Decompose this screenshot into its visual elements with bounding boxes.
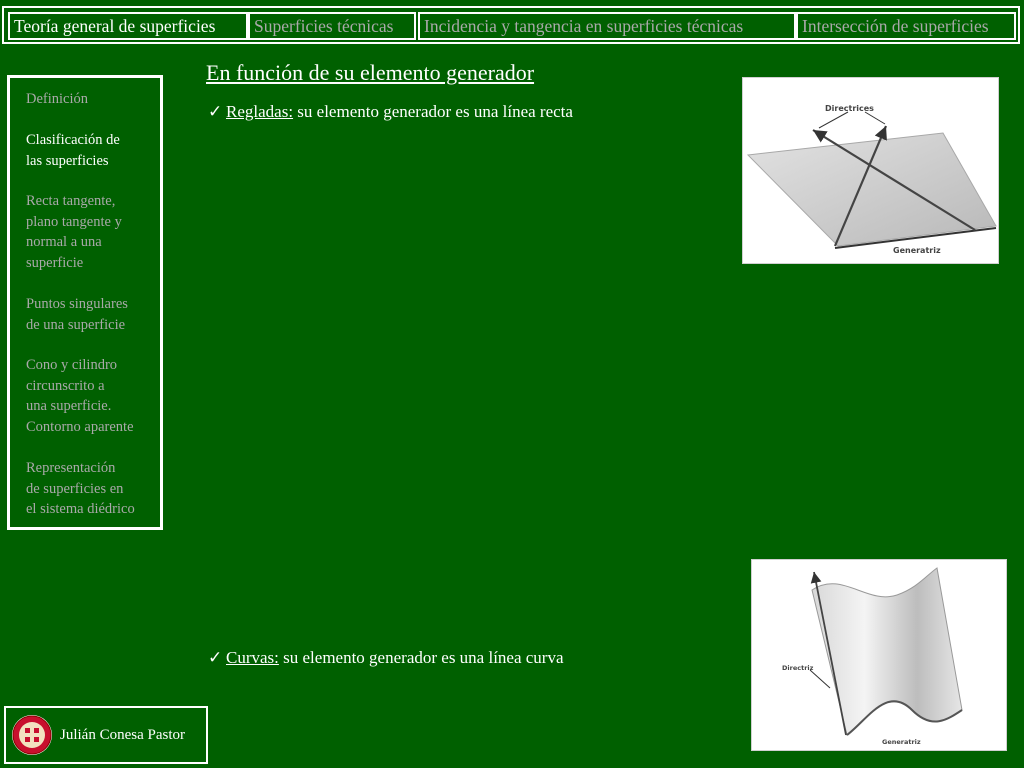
label-generatriz: Generatriz <box>893 246 941 255</box>
curved-surface-figure <box>751 559 1007 751</box>
tab-incidencia-tangencia[interactable]: Incidencia y tangencia en superficies técnicas <box>418 12 796 40</box>
bullet-text: su elemento generador es una línea curva <box>278 648 564 667</box>
university-seal-icon <box>12 715 52 755</box>
sidebar-item-recta-tangente[interactable]: Recta tangente, plano tangente y normal a una superficie <box>26 193 122 271</box>
tab-interseccion[interactable]: Intersección de superficies <box>796 12 1016 40</box>
sidebar-item-representacion[interactable]: Representación de superficies en el sistema diédrico <box>26 460 135 517</box>
label-directriz: Directriz <box>782 664 814 672</box>
sidebar-item-puntos-singulares[interactable]: Puntos singulares de una superficie <box>26 296 128 333</box>
tab-superficies-tecnicas[interactable]: Superficies técnicas <box>248 12 416 40</box>
author-name: Julián Conesa Pastor <box>60 727 185 743</box>
page-title: En función de su elemento generador <box>206 60 535 85</box>
check-icon: ✓ <box>208 648 223 667</box>
label-directrices: Directrices <box>825 104 874 113</box>
ruled-surface-figure <box>742 77 999 264</box>
bullet-regladas <box>208 100 573 124</box>
bullet-text: su elemento generador es una línea recta <box>293 102 573 121</box>
check-icon: ✓ <box>208 102 223 121</box>
sidebar-item-cono-cilindro[interactable]: Cono y cilindro circunscrito a una superficie. Contorno aparente <box>26 357 134 435</box>
bullet-term: Curvas: <box>226 648 279 667</box>
bullet-curvas <box>208 646 564 670</box>
sidebar-item-definicion[interactable]: Definición <box>26 91 89 107</box>
label-generatriz-curva: Generatriz <box>882 738 921 746</box>
tab-bar <box>2 6 1020 44</box>
sidebar-item-clasificacion[interactable]: Clasificación de las superficies <box>26 132 120 169</box>
sidebar-nav <box>7 75 163 530</box>
author-box[interactable] <box>4 706 208 764</box>
tab-teoria-general[interactable]: Teoría general de superficies <box>8 12 248 40</box>
bullet-term: Regladas: <box>226 102 294 121</box>
